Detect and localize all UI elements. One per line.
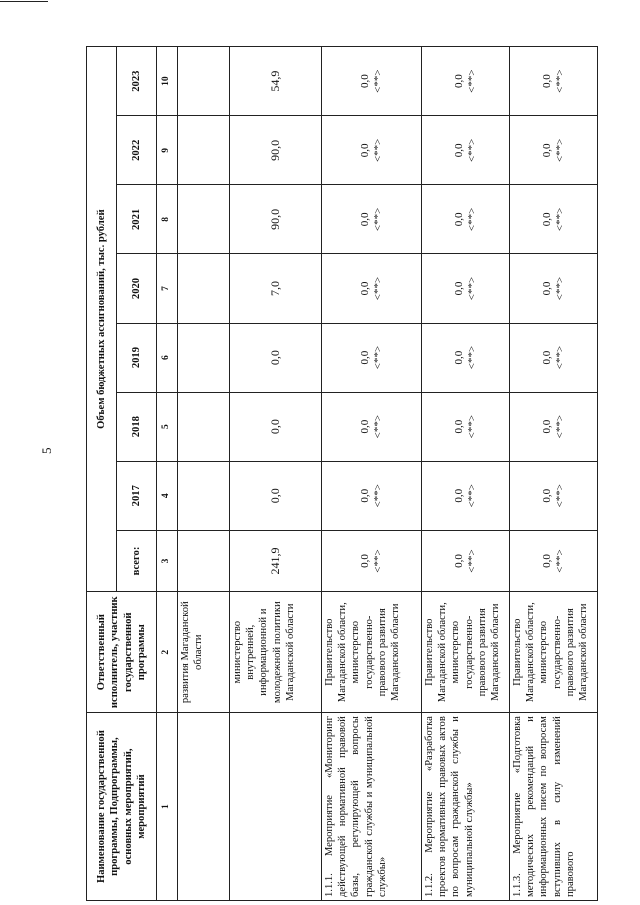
row-0-cell bbox=[178, 185, 230, 254]
row-2-value-2019: 0,0 <**> bbox=[322, 323, 422, 392]
row-1-name bbox=[230, 713, 322, 901]
header-year-2020: 2020 bbox=[117, 254, 157, 323]
row-2-value-total: 0,0 <**> bbox=[322, 530, 422, 592]
row-3-value-2017: 0,0 <**> bbox=[422, 461, 510, 530]
row-0-executor: развития Магаданской области bbox=[178, 592, 230, 713]
column-index-2: 2 bbox=[157, 592, 178, 713]
row-2-value-2023: 0,0 <**> bbox=[322, 47, 422, 116]
header-year-2019: 2019 bbox=[117, 323, 157, 392]
row-0-cell bbox=[178, 392, 230, 461]
row-1-value-2023: 54,9 bbox=[230, 47, 322, 116]
column-index-3: 3 bbox=[157, 530, 178, 592]
row-0-cell bbox=[178, 323, 230, 392]
row-4-value-total: 0,0 <**> bbox=[510, 530, 598, 592]
row-4-executor: Правительство Магаданской области, министерство государственно-правового развития Магаданской области bbox=[510, 592, 598, 713]
row-0-cell bbox=[178, 530, 230, 592]
column-index-10: 10 bbox=[157, 47, 178, 116]
header-budget-group: Объем бюджетных ассигнований, тыс. рублей bbox=[87, 47, 117, 592]
row-1-value-total: 241,9 bbox=[230, 530, 322, 592]
row-3-name: 1.1.2. Мероприятие «Разработка проектов нормативных правовых актов по вопросам гражданской службы и муниципальной службы» bbox=[422, 713, 510, 901]
header-year-2022: 2022 bbox=[117, 116, 157, 185]
row-4-value-2021: 0,0 <**> bbox=[510, 185, 598, 254]
row-2-value-2022: 0,0 <**> bbox=[322, 116, 422, 185]
row-3-value-2018: 0,0 <**> bbox=[422, 392, 510, 461]
header-year-2017: 2017 bbox=[117, 461, 157, 530]
header-year-2023: 2023 bbox=[117, 47, 157, 116]
row-2-name: 1.1.1. Мероприятие «Мониторинг действующей нормативной правовой базы, регулирующей вопросы гражданской службы и муниципальной службы» bbox=[322, 713, 422, 901]
table-row-1-1-2 bbox=[422, 47, 510, 901]
column-index-9: 9 bbox=[157, 116, 178, 185]
row-2-value-2017: 0,0 <**> bbox=[322, 461, 422, 530]
row-3-executor: Правительство Магаданской области, министерство государственно-правового развития Магаданской области bbox=[422, 592, 510, 713]
header-program-name: Наименование государственной программы, Подпрограммы, основных мероприятий, мероприятий bbox=[87, 713, 157, 901]
header-year-total: всего: bbox=[117, 530, 157, 592]
row-2-executor: Правительство Магаданской области, министерство государственно-правового развития Магаданской области bbox=[322, 592, 422, 713]
row-3-value-2019: 0,0 <**> bbox=[422, 323, 510, 392]
row-4-name: 1.1.3. Мероприятие «Подготовка методических рекомендаций и информационных писем по вопросам вступивших в силу изменений правового bbox=[510, 713, 598, 901]
row-1-value-2020: 7,0 bbox=[230, 254, 322, 323]
table-row-1-1-1 bbox=[322, 47, 422, 901]
row-4-value-2022: 0,0 <**> bbox=[510, 116, 598, 185]
row-3-value-2020: 0,0 <**> bbox=[422, 254, 510, 323]
row-1-value-2022: 90,0 bbox=[230, 116, 322, 185]
row-2-value-2020: 0,0 <**> bbox=[322, 254, 422, 323]
row-0-cell bbox=[178, 47, 230, 116]
page-number: 5 bbox=[39, 447, 54, 454]
row-4-value-2019: 0,0 <**> bbox=[510, 323, 598, 392]
row-0-cell bbox=[178, 116, 230, 185]
column-index-7: 7 bbox=[157, 254, 178, 323]
header-year-2021: 2021 bbox=[117, 185, 157, 254]
column-index-1: 1 bbox=[157, 713, 178, 901]
row-3-value-2022: 0,0 <**> bbox=[422, 116, 510, 185]
row-1-executor: министерство внутренней, информационной и молодежной политики Магаданской области bbox=[230, 592, 322, 713]
budget-allocation-table bbox=[86, 46, 598, 901]
header-year-2018: 2018 bbox=[117, 392, 157, 461]
column-index-5: 5 bbox=[157, 392, 178, 461]
row-2-value-2018: 0,0 <**> bbox=[322, 392, 422, 461]
row-3-value-2021: 0,0 <**> bbox=[422, 185, 510, 254]
table-row-continuation bbox=[178, 47, 230, 901]
row-4-value-2023: 0,0 <**> bbox=[510, 47, 598, 116]
column-index-8: 8 bbox=[157, 185, 178, 254]
row-4-value-2017: 0,0 <**> bbox=[510, 461, 598, 530]
row-0-cell bbox=[178, 254, 230, 323]
row-2-value-2021: 0,0 <**> bbox=[322, 185, 422, 254]
row-0-name bbox=[178, 713, 230, 901]
rotated-table-frame bbox=[86, 46, 594, 901]
top-corner-rule bbox=[0, 1, 48, 2]
row-1-value-2021: 90,0 bbox=[230, 185, 322, 254]
row-1-value-2018: 0,0 bbox=[230, 392, 322, 461]
row-0-cell bbox=[178, 461, 230, 530]
table-row-ministry bbox=[230, 47, 322, 901]
table-row-1-1-3 bbox=[510, 47, 598, 901]
row-4-value-2020: 0,0 <**> bbox=[510, 254, 598, 323]
row-1-value-2017: 0,0 bbox=[230, 461, 322, 530]
column-index-4: 4 bbox=[157, 461, 178, 530]
row-3-value-total: 0,0 <**> bbox=[422, 530, 510, 592]
column-index-6: 6 bbox=[157, 323, 178, 392]
header-executor: Ответственный исполнитель, участник государственной программы bbox=[87, 592, 157, 713]
row-1-value-2019: 0,0 bbox=[230, 323, 322, 392]
row-4-value-2018: 0,0 <**> bbox=[510, 392, 598, 461]
row-3-value-2023: 0,0 <**> bbox=[422, 47, 510, 116]
